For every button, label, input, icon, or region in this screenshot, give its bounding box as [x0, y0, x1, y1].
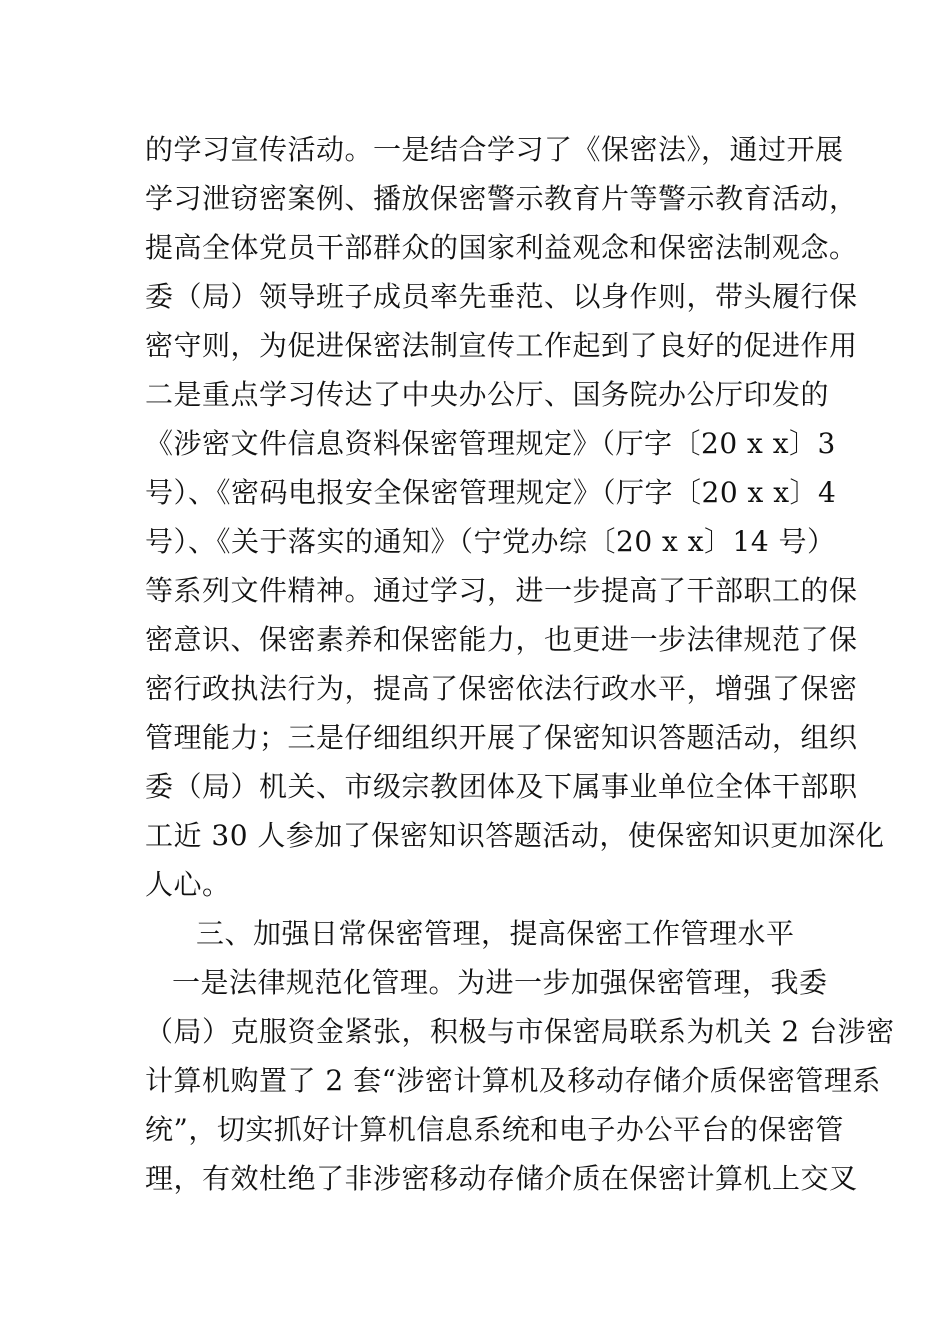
text-line: 二是重点学习传达了中央办公厅、国务院办公厅印发的: [145, 378, 830, 411]
text-line: 管理能力；三是仔细组织开展了保密知识答题活动，组织: [145, 721, 858, 754]
text-line: 一是法律规范化管理。为进一步加强保密管理，我委: [172, 966, 828, 999]
text-line: 号）、《关于落实的通知》（宁党办综〔20 x x〕14 号）: [145, 525, 836, 558]
text-line: 委（局）机关、市级宗教团体及下属事业单位全体干部职: [145, 770, 858, 803]
text-line: 学习泄窃密案例、播放保密警示教育片等警示教育活动，: [145, 182, 858, 215]
text-line: 等系列文件精神。通过学习，进一步提高了干部职工的保: [145, 574, 858, 607]
text-line: 理，有效杜绝了非涉密移动存储介质在保密计算机上交叉: [145, 1162, 858, 1195]
text-line: 提高全体党员干部群众的国家利益观念和保密法制观念。: [145, 231, 858, 264]
text-line: 委（局）领导班子成员率先垂范、以身作则，带头履行保: [145, 280, 858, 313]
text-line: 计算机购置了 2 套“涉密计算机及移动存储介质保密管理系: [145, 1064, 881, 1097]
text-line: 密行政执法行为，提高了保密依法行政水平，增强了保密: [145, 672, 858, 705]
section-heading: 三、加强日常保密管理，提高保密工作管理水平: [196, 917, 795, 950]
text-line: 密意识、保密素养和保密能力，也更进一步法律规范了保: [145, 623, 858, 656]
text-line: 人心。: [145, 868, 231, 901]
text-line: （局）克服资金紧张，积极与市保密局联系为机关 2 台涉密: [145, 1015, 895, 1048]
text-line: 号）、《密码电报安全保密管理规定》（厅字〔20 x x〕4: [145, 476, 837, 509]
text-line: 统”，切实抓好计算机信息系统和电子办公平台的保密管: [145, 1113, 844, 1146]
text-line: 工近 30 人参加了保密知识答题活动，使保密知识更加深化: [145, 819, 885, 852]
text-line: 《涉密文件信息资料保密管理规定》（厅字〔20 x x〕3: [145, 427, 836, 460]
text-line: 的学习宣传活动。一是结合学习了《保密法》，通过开展: [145, 133, 844, 166]
text-line: 密守则，为促进保密法制宣传工作起到了良好的促进作用: [145, 329, 858, 362]
